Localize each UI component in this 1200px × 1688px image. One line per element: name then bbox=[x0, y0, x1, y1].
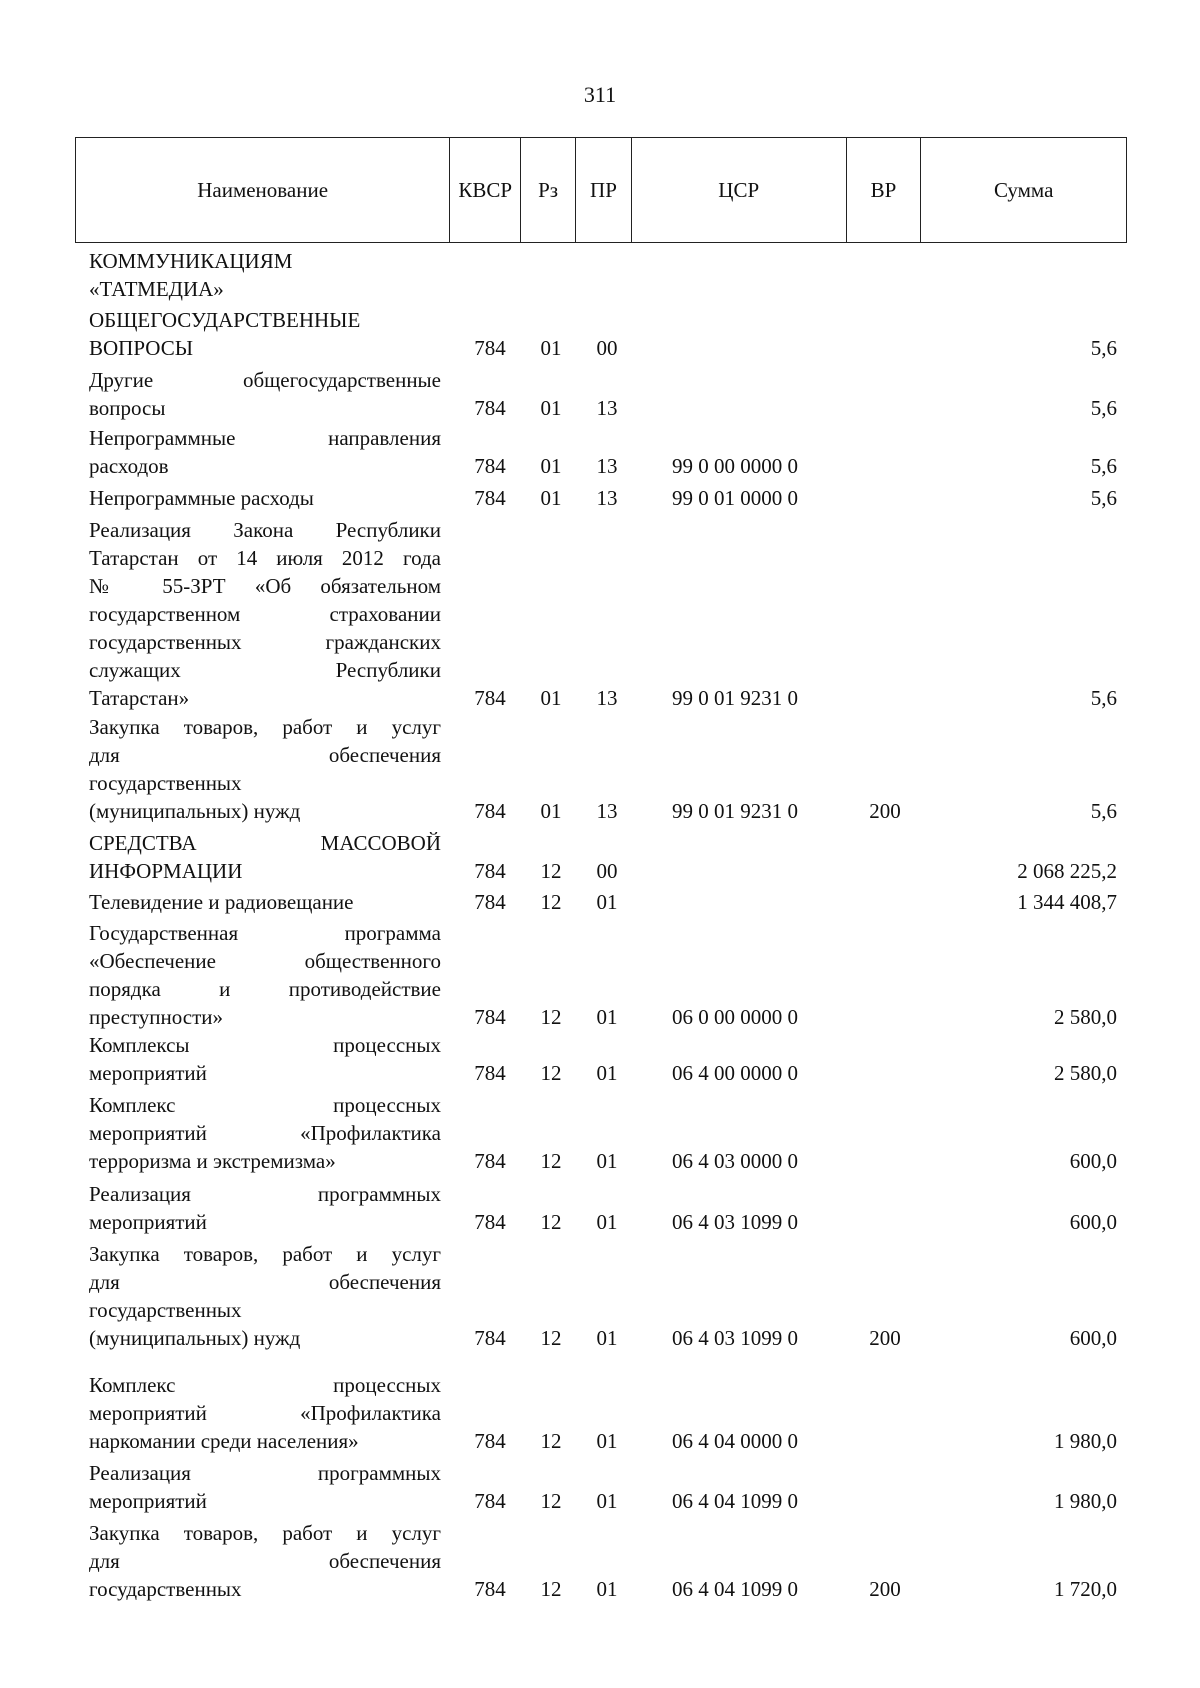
cell-csr: 99 0 00 0000 0 bbox=[672, 454, 798, 478]
cell-kvsr: 784 bbox=[474, 859, 506, 883]
row-name-line: порядка и противодействие bbox=[89, 977, 441, 1001]
row-name-line: «ТАТМЕДИА» bbox=[89, 277, 224, 301]
row-name-line: Комплексы процессных bbox=[89, 1033, 441, 1057]
cell-csr: 99 0 01 0000 0 bbox=[672, 486, 798, 510]
cell-pr: 01 bbox=[596, 1149, 618, 1173]
cell-csr: 06 4 04 0000 0 bbox=[672, 1429, 798, 1453]
row-name-line: мероприятий bbox=[89, 1489, 207, 1513]
row-name-line: Непрограммные направления bbox=[89, 426, 441, 450]
cell-kvsr: 784 bbox=[474, 686, 506, 710]
cell-rz: 12 bbox=[540, 1005, 562, 1029]
row-name-line: (муниципальных) нужд bbox=[89, 1326, 301, 1350]
cell-kvsr: 784 bbox=[474, 1577, 506, 1601]
table-row bbox=[0, 247, 1200, 303]
row-name-line: преступности» bbox=[89, 1005, 224, 1029]
cell-csr: 99 0 01 9231 0 bbox=[672, 799, 798, 823]
cell-rz: 01 bbox=[540, 486, 562, 510]
cell-pr: 13 bbox=[596, 799, 618, 823]
row-name-line: Закупка товаров, работ и услуг bbox=[89, 1242, 441, 1266]
cell-vr: 200 bbox=[869, 1326, 901, 1350]
cell-sum: 600,0 bbox=[1069, 1149, 1117, 1173]
table-row bbox=[0, 424, 1200, 480]
cell-rz: 01 bbox=[540, 686, 562, 710]
row-name-line: Реализация программных bbox=[89, 1461, 441, 1485]
row-name-line: наркомании среди населения» bbox=[89, 1429, 359, 1453]
cell-sum: 1 720,0 bbox=[1054, 1577, 1117, 1601]
cell-rz: 12 bbox=[540, 1489, 562, 1513]
row-name-line: Комплекс процессных bbox=[89, 1093, 441, 1117]
cell-sum bbox=[935, 275, 1117, 303]
table-header bbox=[75, 137, 1127, 243]
cell-rz: 12 bbox=[540, 890, 562, 914]
cell-pr: 13 bbox=[596, 686, 618, 710]
cell-pr: 13 bbox=[596, 486, 618, 510]
cell-kvsr: 784 bbox=[474, 890, 506, 914]
cell-vr bbox=[860, 684, 910, 712]
cell-vr bbox=[860, 1427, 910, 1455]
cell-rz bbox=[535, 275, 567, 303]
row-name-line: Закупка товаров, работ и услуг bbox=[89, 715, 441, 739]
cell-csr: 06 4 04 1099 0 bbox=[672, 1489, 798, 1513]
cell-sum: 1 344 408,7 bbox=[1017, 890, 1117, 914]
row-name-line: Другие общегосударственные bbox=[89, 368, 441, 392]
cell-sum: 5,6 bbox=[1090, 454, 1117, 478]
cell-kvsr: 784 bbox=[474, 336, 506, 360]
cell-rz: 12 bbox=[540, 1210, 562, 1234]
row-name bbox=[89, 1180, 441, 1236]
row-name bbox=[89, 1091, 441, 1175]
header-csr: ЦСР bbox=[632, 138, 847, 242]
header-pr: ПР bbox=[576, 138, 632, 242]
row-name-line: мероприятий «Профилактика bbox=[89, 1401, 441, 1425]
row-name-line: (муниципальных) нужд bbox=[89, 799, 301, 823]
header-sum: Сумма bbox=[993, 177, 1054, 202]
header-name: Наименование bbox=[76, 138, 450, 242]
cell-pr: 00 bbox=[596, 859, 618, 883]
cell-kvsr: 784 bbox=[474, 1210, 506, 1234]
cell-csr: 06 4 03 1099 0 bbox=[672, 1210, 798, 1234]
cell-pr: 01 bbox=[596, 1061, 618, 1085]
cell-rz: 12 bbox=[540, 1149, 562, 1173]
cell-rz: 01 bbox=[540, 799, 562, 823]
row-name bbox=[89, 484, 441, 512]
cell-csr: 06 4 00 0000 0 bbox=[672, 1061, 798, 1085]
row-name-line: СРЕДСТВА МАССОВОЙ bbox=[89, 831, 441, 855]
row-name-line: ИНФОРМАЦИИ bbox=[89, 859, 243, 883]
cell-pr: 01 bbox=[596, 890, 618, 914]
cell-sum: 2 580,0 bbox=[1054, 1061, 1117, 1085]
cell-sum: 1 980,0 bbox=[1054, 1489, 1117, 1513]
cell-kvsr: 784 bbox=[474, 1005, 506, 1029]
row-name-line: Татарстан от 14 июля 2012 года bbox=[89, 546, 441, 570]
header-rz: Рз bbox=[521, 138, 576, 242]
cell-kvsr: 784 bbox=[474, 1429, 506, 1453]
cell-rz: 12 bbox=[540, 859, 562, 883]
cell-csr: 99 0 01 9231 0 bbox=[672, 686, 798, 710]
cell-vr: 200 bbox=[869, 799, 901, 823]
cell-rz: 12 bbox=[540, 1061, 562, 1085]
cell-sum: 5,6 bbox=[1090, 336, 1117, 360]
row-name-line: служащих Республики bbox=[89, 658, 441, 682]
cell-csr: 06 4 03 0000 0 bbox=[672, 1149, 798, 1173]
row-name-line: мероприятий «Профилактика bbox=[89, 1121, 441, 1145]
cell-kvsr: 784 bbox=[474, 1061, 506, 1085]
cell-vr bbox=[860, 1147, 910, 1175]
cell-sum: 2 068 225,2 bbox=[1017, 859, 1117, 883]
row-name bbox=[89, 247, 441, 303]
cell-csr bbox=[650, 857, 820, 885]
header-vr: ВР bbox=[847, 138, 922, 242]
row-name bbox=[89, 306, 441, 362]
cell-csr bbox=[650, 275, 820, 303]
row-name bbox=[89, 919, 441, 1031]
cell-kvsr: 784 bbox=[474, 799, 506, 823]
table-row bbox=[0, 306, 1200, 362]
cell-pr: 13 bbox=[596, 396, 618, 420]
cell-csr: 06 4 03 1099 0 bbox=[672, 1326, 798, 1350]
cell-pr: 13 bbox=[596, 454, 618, 478]
cell-kvsr: 784 bbox=[474, 454, 506, 478]
row-name-line: терроризма и экстремизма» bbox=[89, 1149, 336, 1173]
table-row bbox=[0, 1091, 1200, 1175]
cell-csr: 06 4 04 1099 0 bbox=[672, 1577, 798, 1601]
cell-sum: 600,0 bbox=[1069, 1326, 1117, 1350]
cell-csr bbox=[650, 888, 820, 916]
cell-rz: 12 bbox=[540, 1577, 562, 1601]
table-row bbox=[0, 366, 1200, 422]
cell-rz: 12 bbox=[540, 1429, 562, 1453]
cell-vr bbox=[860, 275, 910, 303]
row-name-line: Непрограммные расходы bbox=[89, 486, 314, 510]
cell-vr bbox=[860, 857, 910, 885]
row-name bbox=[89, 829, 441, 885]
cell-sum: 5,6 bbox=[1090, 799, 1117, 823]
cell-kvsr: 784 bbox=[474, 396, 506, 420]
row-name-line: Закупка товаров, работ и услуг bbox=[89, 1521, 441, 1545]
row-name-line: государственном страховании bbox=[89, 602, 441, 626]
cell-pr: 01 bbox=[596, 1326, 618, 1350]
table-row bbox=[0, 919, 1200, 1031]
row-name bbox=[89, 1371, 441, 1455]
cell-sum: 600,0 bbox=[1069, 1210, 1117, 1234]
row-name bbox=[89, 1031, 441, 1087]
cell-kvsr bbox=[470, 275, 510, 303]
table-row bbox=[0, 1519, 1200, 1603]
cell-pr: 01 bbox=[596, 1210, 618, 1234]
table-row bbox=[0, 829, 1200, 885]
table-row bbox=[0, 1031, 1200, 1087]
row-name bbox=[89, 1519, 441, 1603]
cell-pr: 01 bbox=[596, 1429, 618, 1453]
row-name bbox=[89, 1459, 441, 1515]
row-name-line: «Обеспечение общественного bbox=[89, 949, 441, 973]
cell-rz: 01 bbox=[540, 454, 562, 478]
cell-pr bbox=[590, 275, 624, 303]
table-row bbox=[0, 1371, 1200, 1455]
row-name-line: государственных bbox=[89, 1577, 242, 1601]
cell-sum: 5,6 bbox=[1090, 396, 1117, 420]
row-name-line: № 55-ЗРТ «Об обязательном bbox=[89, 574, 441, 598]
row-name-line: государственных гражданских bbox=[89, 630, 441, 654]
cell-csr: 06 0 00 0000 0 bbox=[672, 1005, 798, 1029]
row-name-line: государственных bbox=[89, 1298, 242, 1322]
cell-vr bbox=[860, 1059, 910, 1087]
row-name bbox=[89, 1240, 441, 1352]
row-name bbox=[89, 366, 441, 422]
row-name-line: вопросы bbox=[89, 396, 166, 420]
cell-vr bbox=[860, 484, 910, 512]
row-name-line: для обеспечения bbox=[89, 1270, 441, 1294]
row-name-line: мероприятий bbox=[89, 1061, 207, 1085]
cell-kvsr: 784 bbox=[474, 1149, 506, 1173]
table-row bbox=[0, 516, 1200, 712]
table-row bbox=[0, 1180, 1200, 1236]
row-name-line: Татарстан» bbox=[89, 686, 190, 710]
cell-vr bbox=[860, 1003, 910, 1031]
cell-kvsr: 784 bbox=[474, 1489, 506, 1513]
cell-kvsr: 784 bbox=[474, 486, 506, 510]
table-row bbox=[0, 888, 1200, 916]
cell-pr: 01 bbox=[596, 1489, 618, 1513]
cell-pr: 01 bbox=[596, 1577, 618, 1601]
row-name bbox=[89, 424, 441, 480]
row-name-line: Телевидение и радиовещание bbox=[89, 890, 354, 914]
cell-sum: 5,6 bbox=[1090, 486, 1117, 510]
row-name-line: Реализация Закона Республики bbox=[89, 518, 441, 542]
cell-sum: 5,6 bbox=[1090, 686, 1117, 710]
cell-vr bbox=[860, 334, 910, 362]
table-row bbox=[0, 1240, 1200, 1352]
row-name-line: ОБЩЕГОСУДАРСТВЕННЫЕ bbox=[89, 308, 361, 332]
cell-vr bbox=[860, 394, 910, 422]
cell-kvsr: 784 bbox=[474, 1326, 506, 1350]
row-name bbox=[89, 516, 441, 712]
row-name bbox=[89, 713, 441, 825]
row-name-line: для обеспечения bbox=[89, 1549, 441, 1573]
row-name-line: Реализация программных bbox=[89, 1182, 441, 1206]
row-name-line: для обеспечения bbox=[89, 743, 441, 767]
row-name bbox=[89, 888, 441, 916]
cell-rz: 01 bbox=[540, 336, 562, 360]
cell-vr: 200 bbox=[869, 1577, 901, 1601]
cell-vr bbox=[860, 452, 910, 480]
row-name-line: КОММУНИКАЦИЯМ bbox=[89, 249, 293, 273]
row-name-line: мероприятий bbox=[89, 1210, 207, 1234]
cell-rz: 12 bbox=[540, 1326, 562, 1350]
row-name-line: Государственная программа bbox=[89, 921, 441, 945]
cell-sum: 1 980,0 bbox=[1054, 1429, 1117, 1453]
row-name-line: ВОПРОСЫ bbox=[89, 336, 194, 360]
page-number: 311 bbox=[583, 82, 617, 107]
cell-sum: 2 580,0 bbox=[1054, 1005, 1117, 1029]
row-name-line: государственных bbox=[89, 771, 242, 795]
cell-pr: 01 bbox=[596, 1005, 618, 1029]
cell-vr bbox=[860, 888, 910, 916]
cell-vr bbox=[860, 1487, 910, 1515]
row-name-line: расходов bbox=[89, 454, 169, 478]
header-kvsr: КВСР bbox=[450, 138, 521, 242]
cell-vr bbox=[860, 1208, 910, 1236]
cell-rz: 01 bbox=[540, 396, 562, 420]
cell-pr: 00 bbox=[596, 336, 618, 360]
table-row bbox=[0, 1459, 1200, 1515]
cell-csr bbox=[650, 394, 820, 422]
cell-csr bbox=[650, 334, 820, 362]
table-row bbox=[0, 713, 1200, 825]
row-name-line: Комплекс процессных bbox=[89, 1373, 441, 1397]
table-row bbox=[0, 484, 1200, 512]
